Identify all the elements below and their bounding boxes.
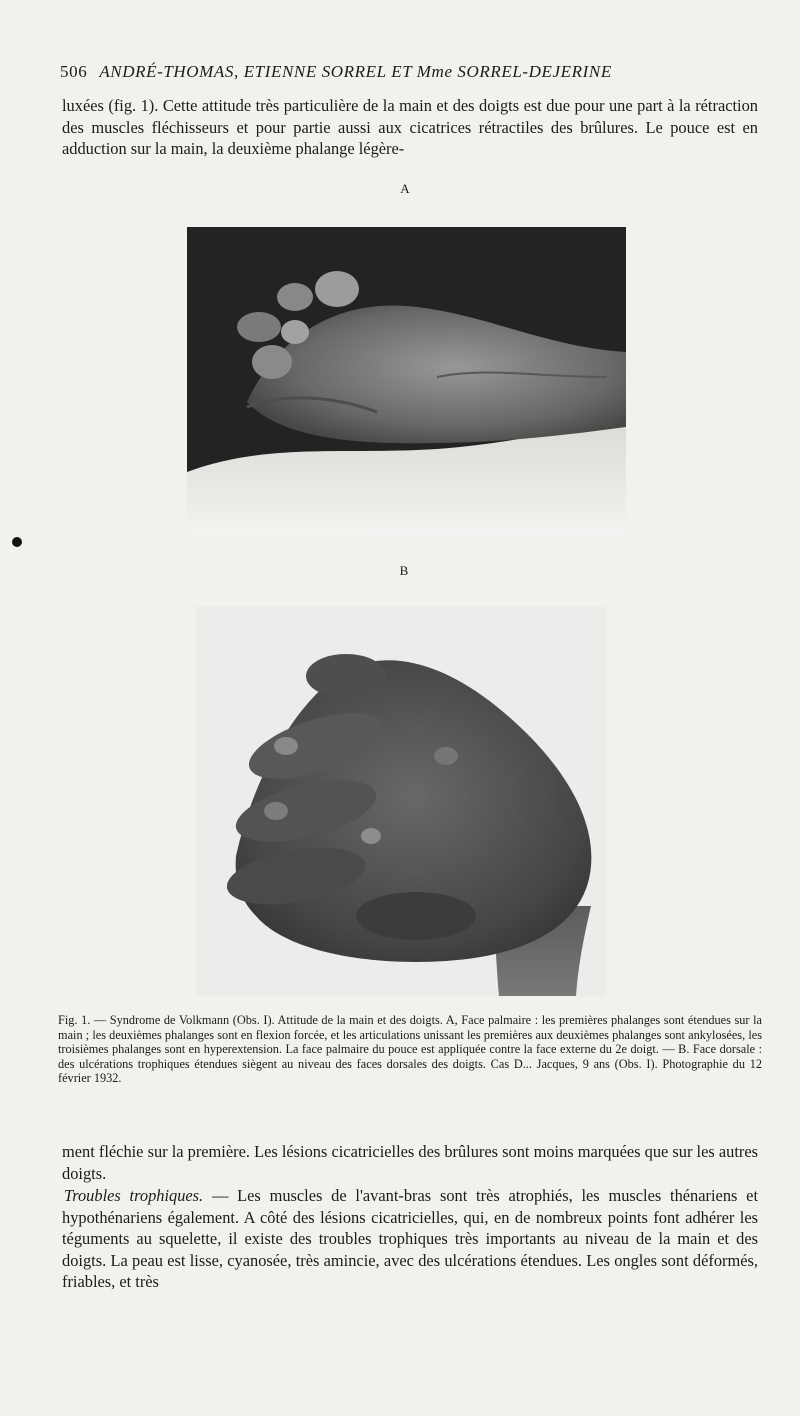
photo-palmar-hand <box>187 227 626 537</box>
margin-mark <box>12 537 22 547</box>
section-text-trophic: — Les muscles de l'avant-bras sont très atrophiés, les muscles thénariens et hypothénariens également. A côté des lésions cicatricielles, qui, en de nombreux points font adhérer les téguments au squelette, il existe des troubles trophiques très importants au niveau de la main et des doigts. La peau est lisse, cyanosée, très amincie, avec des ulcérations étendues. Les ongles sont déformés, friables, et très <box>62 1186 758 1291</box>
body-paragraph-trophic <box>62 1185 758 1293</box>
running-head-authors: ANDRÉ-THOMAS, ETIENNE SORREL ET Mme SORREL-DEJERINE <box>99 62 612 81</box>
figure-label-b: B <box>399 563 409 578</box>
running-head <box>60 62 760 82</box>
page-number: 506 <box>60 62 88 81</box>
body-paragraph-continuation: ment fléchie sur la première. Les lésions cicatricielles des brûlures sont moins marquées que sur les autres doigts. <box>62 1142 758 1183</box>
figure-label-a: A <box>400 181 410 196</box>
body-paragraph-top: luxées (fig. 1). Cette attitude très particulière de la main et des doigts est due pour une part à la rétraction des muscles fléchisseurs et pour partie aussi aux cicatrices rétractiles des brûlures. Le pouce est en adduction sur la main, la deuxième phalange légère- <box>62 96 758 158</box>
figure-caption: Fig. 1. — Syndrome de Volkmann (Obs. I). Attitude de la main et des doigts. A, Face palmaire : les premières phalanges sont étendues sur la main ; les deuxièmes phalanges sont en flexion forcée, et les articulations unissant les premières aux deuxièmes phalanges sont ankylosées, les troisièmes phalanges sont en hyperextension. La face palmaire du pouce est appliquée contre la face externe du 2e doigt. — B. Face dorsale : des ulcérations trophiques étendues siègent au niveau des faces dorsales des doigts. Cas D... Jacques, 9 ans (Obs. I). Photographie du 12 février 1932. <box>58 1013 762 1086</box>
photo-dorsal-hand <box>196 606 606 996</box>
section-heading-trophic: Troubles trophiques. <box>64 1186 204 1205</box>
